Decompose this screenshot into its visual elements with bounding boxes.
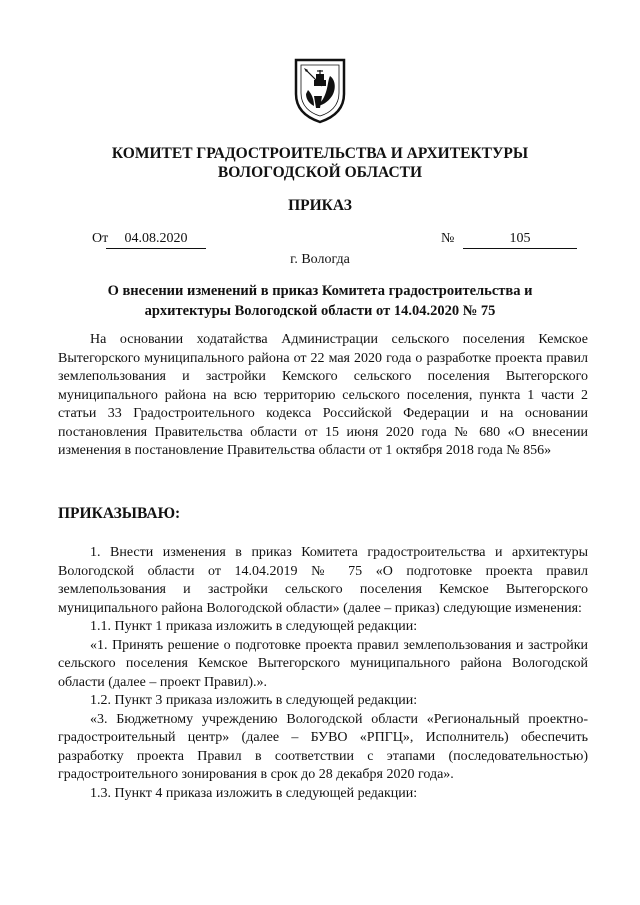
number-value: 105 xyxy=(463,231,577,249)
basis-paragraph xyxy=(58,331,588,461)
item-1-1-text: «1. Принять решение о подготовке проекта правил землепользования и застройки сельского поселения Кемское Вытегорского муниципального района Вологодской области (далее – проект Правил).». xyxy=(58,637,588,690)
basis-text: На основании ходатайства Администрации сельского поселения Кемское Вытегорского муниципального района от 22 мая 2020 года о разработке проекта правил землепользования и застройки Кемского сельского поселения Вытегорского муниципального района на всю территорию сельского поселения, пункта 1 части 2 статьи 33 Градостроительного кодекса Российской Федерации и на основании постановления Правительства области от 15 июня 2020 года № 680 «О внесении изменения в постановление Правительства области от 1 октября 2018 года № 856» xyxy=(58,332,588,458)
organization-name-line1: КОМИТЕТ ГРАДОСТРОИТЕЛЬСТВА И АРХИТЕКТУРЫ xyxy=(111,145,529,162)
subject-line2: архитектуры Вологодской области от 14.04.2020 № 75 xyxy=(144,303,496,319)
item-1: 1. Внести изменения в приказ Комитета градостроительства и архитектуры Вологодской области от 14.04.2019 № 75 «О подготовке проекта правил землепользования и застройки сельского поселения Кемское Вытегорского муниципального района Вологодской области» (далее – приказ) следующие изменения: xyxy=(58,545,588,616)
main-section xyxy=(58,544,588,803)
coat-of-arms-emblem xyxy=(292,56,348,124)
item-1-3: 1.3. Пункт 4 приказа изложить в следующей редакции: xyxy=(90,785,418,801)
document-type-title: ПРИКАЗ xyxy=(288,197,352,214)
item-1-2-text: «3. Бюджетному учреждению Вологодской области «Региональный проектно-градостроительный центр» (далее – БУВО «РПГЦ», Исполнитель) обеспечить разработку проекта Правил в соответствии с этапами (последовательностью) градостроительного зонирования в срок до 28 декабря 2020 года». xyxy=(58,711,588,782)
decree-heading: ПРИКАЗЫВАЮ: xyxy=(58,505,181,522)
organization-name-line2: ВОЛОГОДСКОЙ ОБЛАСТИ xyxy=(217,164,423,181)
item-1-1: 1.1. Пункт 1 приказа изложить в следующей редакции: xyxy=(90,619,418,634)
date-label: От xyxy=(92,231,109,246)
subject-line1: О внесении изменений в приказ Комитета градостроительства и xyxy=(107,283,533,299)
item-1-2: 1.2. Пункт 3 приказа изложить в следующей редакции: xyxy=(90,693,418,708)
city-name: г. Вологда xyxy=(290,252,350,267)
date-value: 04.08.2020 xyxy=(106,231,206,249)
order-subject xyxy=(70,281,570,321)
number-label: № xyxy=(441,231,455,246)
